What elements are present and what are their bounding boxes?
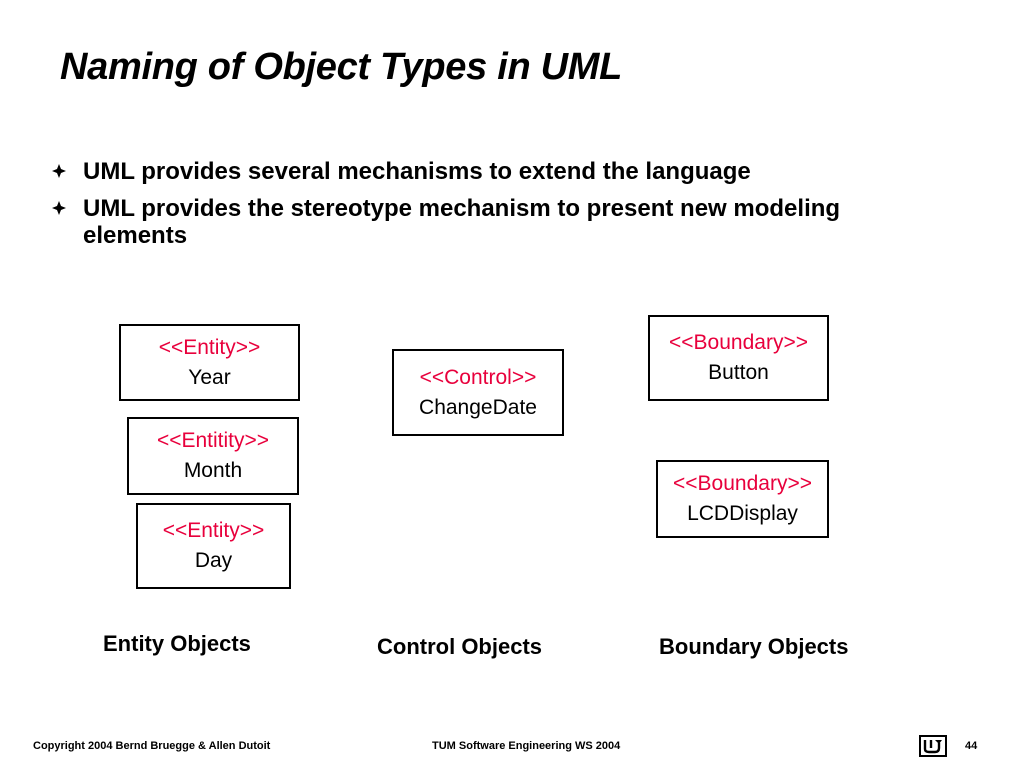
object-name: LCDDisplay: [687, 502, 798, 525]
object-name: Day: [194, 549, 233, 572]
stereotype-label: <<Entitity>>: [156, 429, 270, 452]
footer-course: TUM Software Engineering WS 2004: [432, 740, 621, 752]
stereotype-label: <<Boundary>>: [673, 472, 812, 495]
bullet-item: [50, 158, 930, 185]
entity-object-day: [136, 503, 291, 589]
control-object-changedate: [392, 349, 564, 436]
footer-page-number: 44: [965, 740, 978, 752]
object-name: ChangeDate: [419, 395, 537, 419]
boundary-object-button: [648, 315, 829, 401]
boundary-object-lcddisplay: [656, 460, 829, 538]
caption-entity-objects: Entity Objects: [103, 631, 251, 656]
bullet-text: UML provides the stereotype mechanism to present new modeling elements: [83, 195, 841, 249]
bullet-list: [50, 158, 930, 259]
caption-boundary-objects: Boundary Objects: [659, 634, 849, 659]
bullet-item: [50, 195, 930, 249]
stereotype-label: <<Control>>: [419, 365, 537, 389]
object-name: Button: [708, 361, 769, 384]
caption-control-objects: Control Objects: [377, 634, 543, 659]
stereotype-label: <<Entity>>: [158, 335, 261, 359]
diamond-bullet-icon: [52, 201, 66, 215]
stereotype-label: <<Entity>>: [162, 519, 265, 542]
diamond-bullet-icon: [52, 164, 66, 178]
footer-copyright: Copyright 2004 Bernd Bruegge & Allen Dutoit: [33, 740, 271, 752]
tum-logo-icon: [919, 735, 947, 757]
slide-title: Naming of Object Types in UML: [60, 46, 623, 88]
object-name: Month: [183, 459, 243, 482]
stereotype-label: <<Boundary>>: [669, 331, 808, 354]
bullet-text: UML provides several mechanisms to extend the language: [83, 158, 751, 185]
entity-object-year: [119, 324, 300, 401]
entity-object-month: [127, 417, 299, 495]
object-name: Year: [188, 365, 231, 389]
